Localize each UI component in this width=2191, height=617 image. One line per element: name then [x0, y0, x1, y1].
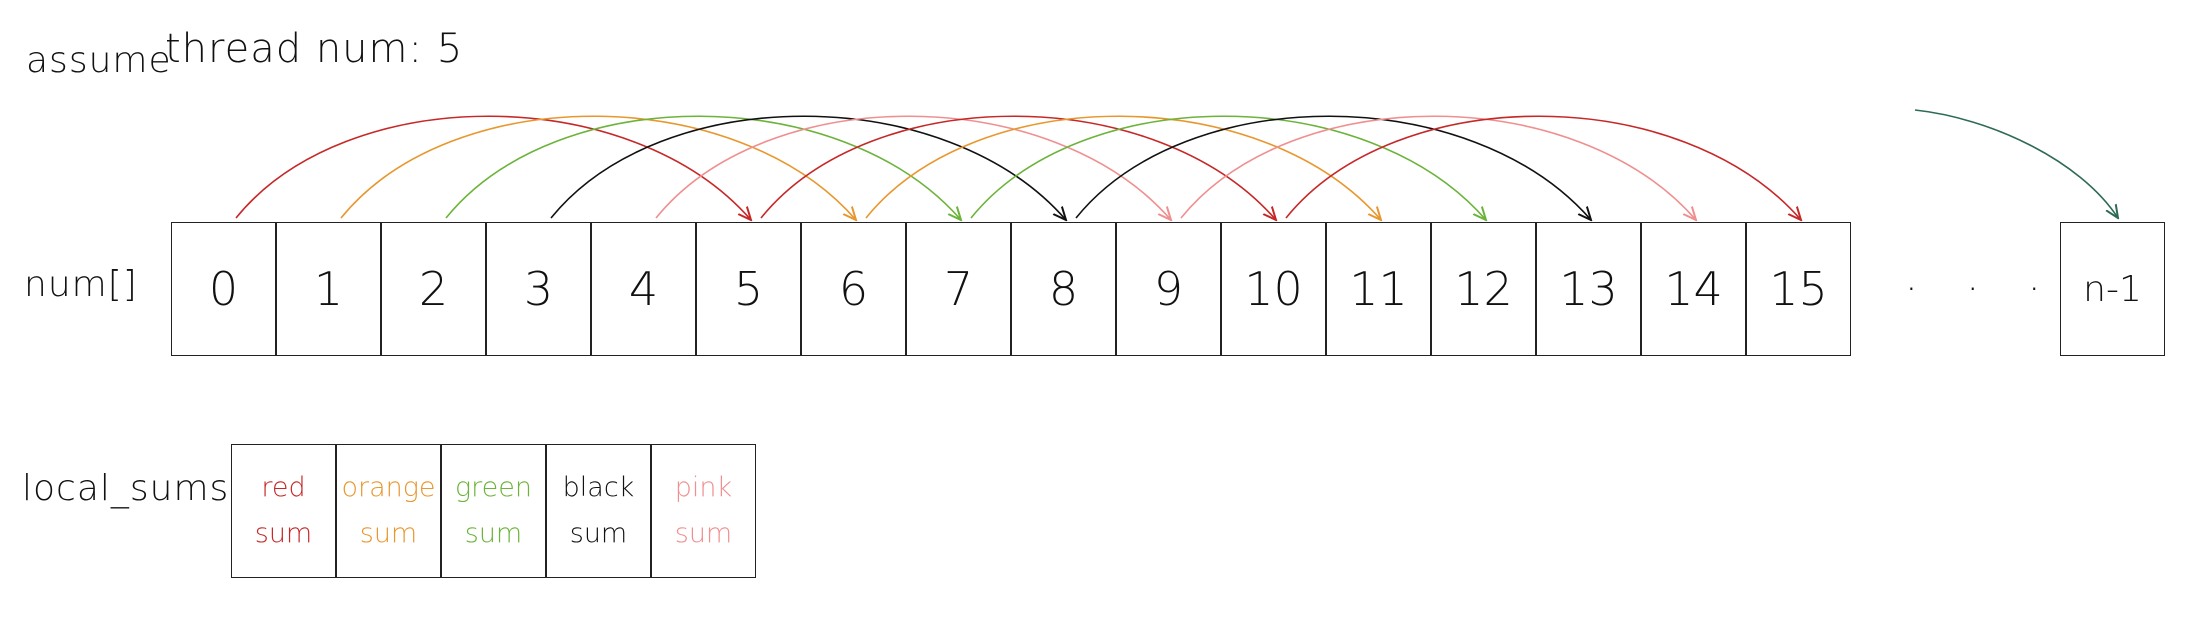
- local-sum-suffix: sum: [254, 518, 313, 549]
- local-sum-suffix: sum: [464, 518, 523, 549]
- local-sum-name: pink: [674, 472, 733, 503]
- num-cell: 6: [801, 222, 906, 356]
- ellipsis: . . .: [1905, 254, 2059, 300]
- num-cell-last: n-1: [2060, 222, 2165, 356]
- num-cell: 1: [276, 222, 381, 356]
- stride-arrow-0-to-5: [236, 116, 751, 220]
- thread-count-label: thread num: 5: [165, 26, 464, 72]
- stride-arrow-9-to-14: [1181, 116, 1696, 220]
- num-cell: 13: [1536, 222, 1641, 356]
- local-sum-name: green: [454, 472, 533, 503]
- assume-label: assume: [26, 40, 172, 81]
- num-array-label: num[]: [24, 264, 138, 305]
- num-cell: 12: [1431, 222, 1536, 356]
- stride-arrow-10-to-15: [1286, 116, 1801, 220]
- num-cell: 2: [381, 222, 486, 356]
- num-cell: 7: [906, 222, 1011, 356]
- stride-arrow-6-to-11: [866, 116, 1381, 220]
- stride-arrow-to-last: [1915, 110, 2118, 218]
- num-cell: 14: [1641, 222, 1746, 356]
- stride-arrow-4-to-9: [656, 116, 1171, 220]
- local-sum-name: orange: [341, 472, 436, 503]
- stride-arrow-8-to-13: [1076, 116, 1591, 220]
- local-sum-suffix: sum: [359, 518, 418, 549]
- num-cell: 5: [696, 222, 801, 356]
- num-cell: 10: [1221, 222, 1326, 356]
- local-sum-suffix: sum: [674, 518, 733, 549]
- local-sum-suffix: sum: [569, 518, 628, 549]
- stride-arrow-7-to-12: [971, 116, 1486, 220]
- num-cell: 8: [1011, 222, 1116, 356]
- stride-arrow-5-to-10: [761, 116, 1276, 220]
- stride-arrow-2-to-7: [446, 116, 961, 220]
- stride-arrow-3-to-8: [551, 116, 1066, 220]
- num-cell: 15: [1746, 222, 1851, 356]
- num-cell: 3: [486, 222, 591, 356]
- local-sums-label: local_sums: [22, 468, 230, 509]
- local-sum-name: red: [261, 472, 306, 503]
- num-cell: 11: [1326, 222, 1431, 356]
- num-cell: 9: [1116, 222, 1221, 356]
- stride-arrow-1-to-6: [341, 116, 856, 220]
- num-cell: 4: [591, 222, 696, 356]
- local-sum-name: black: [562, 472, 635, 503]
- num-cell: 0: [171, 222, 276, 356]
